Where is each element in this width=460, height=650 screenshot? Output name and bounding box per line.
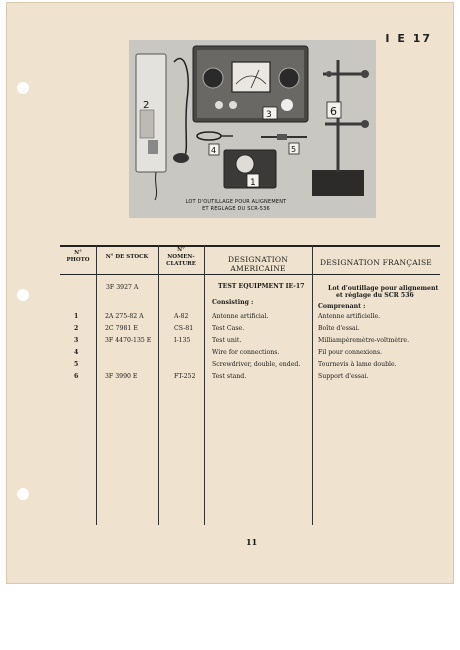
table-cell-us: Screwdriver, double, ended.: [212, 361, 301, 368]
table-cell-fr: Fil pour connexions.: [318, 349, 382, 356]
table-cell-photo: 3: [74, 337, 79, 344]
table-cell-stock: 2A 275-82 A: [105, 313, 144, 320]
header-nomen-line: CLATURE: [166, 261, 196, 267]
group-us-title: TEST EQUIPMENT IE-17: [218, 283, 305, 290]
table-cell-stock: 2C 7981 E: [105, 325, 138, 332]
column-divider: [96, 245, 97, 525]
header-photo-line: PHOTO: [66, 257, 90, 263]
document-page: [6, 2, 454, 584]
table-cell-stock: 3F 4470-135 E: [105, 337, 152, 344]
punch-hole: [17, 488, 29, 500]
table-cell-photo: 1: [74, 313, 79, 320]
header-photo-line: N°: [74, 250, 82, 256]
photo-caption-line1: LOT D'OUTILLAGE POUR ALIGNEMENT: [185, 199, 287, 205]
photo-label-1: 1: [250, 178, 256, 188]
header-designation-fr: DESIGNATION FRANÇAISE: [320, 258, 432, 267]
equipment-photo: [129, 40, 376, 218]
table-cell-us: Antenne artificial.: [212, 313, 269, 320]
table-cell-nomen: FT-252: [174, 373, 196, 380]
table-cell-fr: Antenne artificielle.: [318, 313, 381, 320]
photo-label-4: 4: [211, 146, 217, 155]
photo-label-5: 5: [291, 145, 297, 154]
table-cell-us: Test stand.: [212, 373, 247, 380]
table-cell-nomen: I-135: [174, 337, 191, 344]
photo-caption-line2: ET REGLAGE DU SCR-536: [202, 206, 270, 212]
table-cell-nomen: CS-81: [174, 325, 194, 332]
table-cell-photo: 5: [74, 361, 79, 368]
table-cell-photo: 6: [74, 373, 79, 380]
column-divider: [312, 245, 313, 525]
equipment-table: [60, 245, 440, 527]
table-header-rule: [60, 274, 440, 275]
column-divider: [204, 245, 205, 525]
header-designation-us: DESIGNATION AMERICAINE: [227, 255, 289, 273]
group-fr-title-1: Lot d'outillage pour alignement: [328, 285, 439, 292]
group-stock: 3F 3927 A: [106, 284, 139, 291]
header-nomenclature: [158, 247, 204, 268]
table-cell-us: Test unit.: [212, 337, 242, 344]
group-us-sub: Consisting :: [212, 299, 254, 306]
table-cell-photo: 2: [74, 325, 79, 332]
table-cell-fr: Boîte d'essai.: [318, 325, 360, 332]
table-cell-us: Test Case.: [212, 325, 245, 332]
table-cell-stock: 3F 3990 E: [105, 373, 138, 380]
table-top-rule: [60, 245, 440, 247]
photo-label-3: 3: [266, 110, 272, 120]
punch-hole: [17, 289, 29, 301]
header-nomen-line: N°: [177, 247, 185, 253]
table-cell-fr: Tournevis à lame double.: [318, 361, 397, 368]
header-stock: N° DE STOCK: [105, 254, 149, 260]
group-fr-title-2: et réglage du SCR 536: [336, 292, 414, 299]
table-cell-fr: Milliampèremètre-voltmètre.: [318, 337, 410, 344]
table-cell-photo: 4: [74, 349, 79, 356]
header-nomen-line: NOMEN-: [167, 254, 195, 260]
photo-caption: [176, 199, 296, 213]
page-number: 11: [246, 537, 258, 547]
group-fr-sub: Comprenant :: [318, 303, 366, 310]
photo-label-2: 2: [143, 100, 150, 111]
photo-label-6: 6: [330, 105, 337, 118]
table-cell-fr: Support d'essai.: [318, 373, 369, 380]
header-photo: [60, 250, 96, 264]
punch-hole: [17, 82, 29, 94]
table-cell-us: Wire for connections.: [212, 349, 280, 356]
column-divider: [158, 245, 159, 525]
document-code: I E 17: [385, 32, 432, 45]
table-cell-nomen: A-82: [174, 313, 189, 320]
